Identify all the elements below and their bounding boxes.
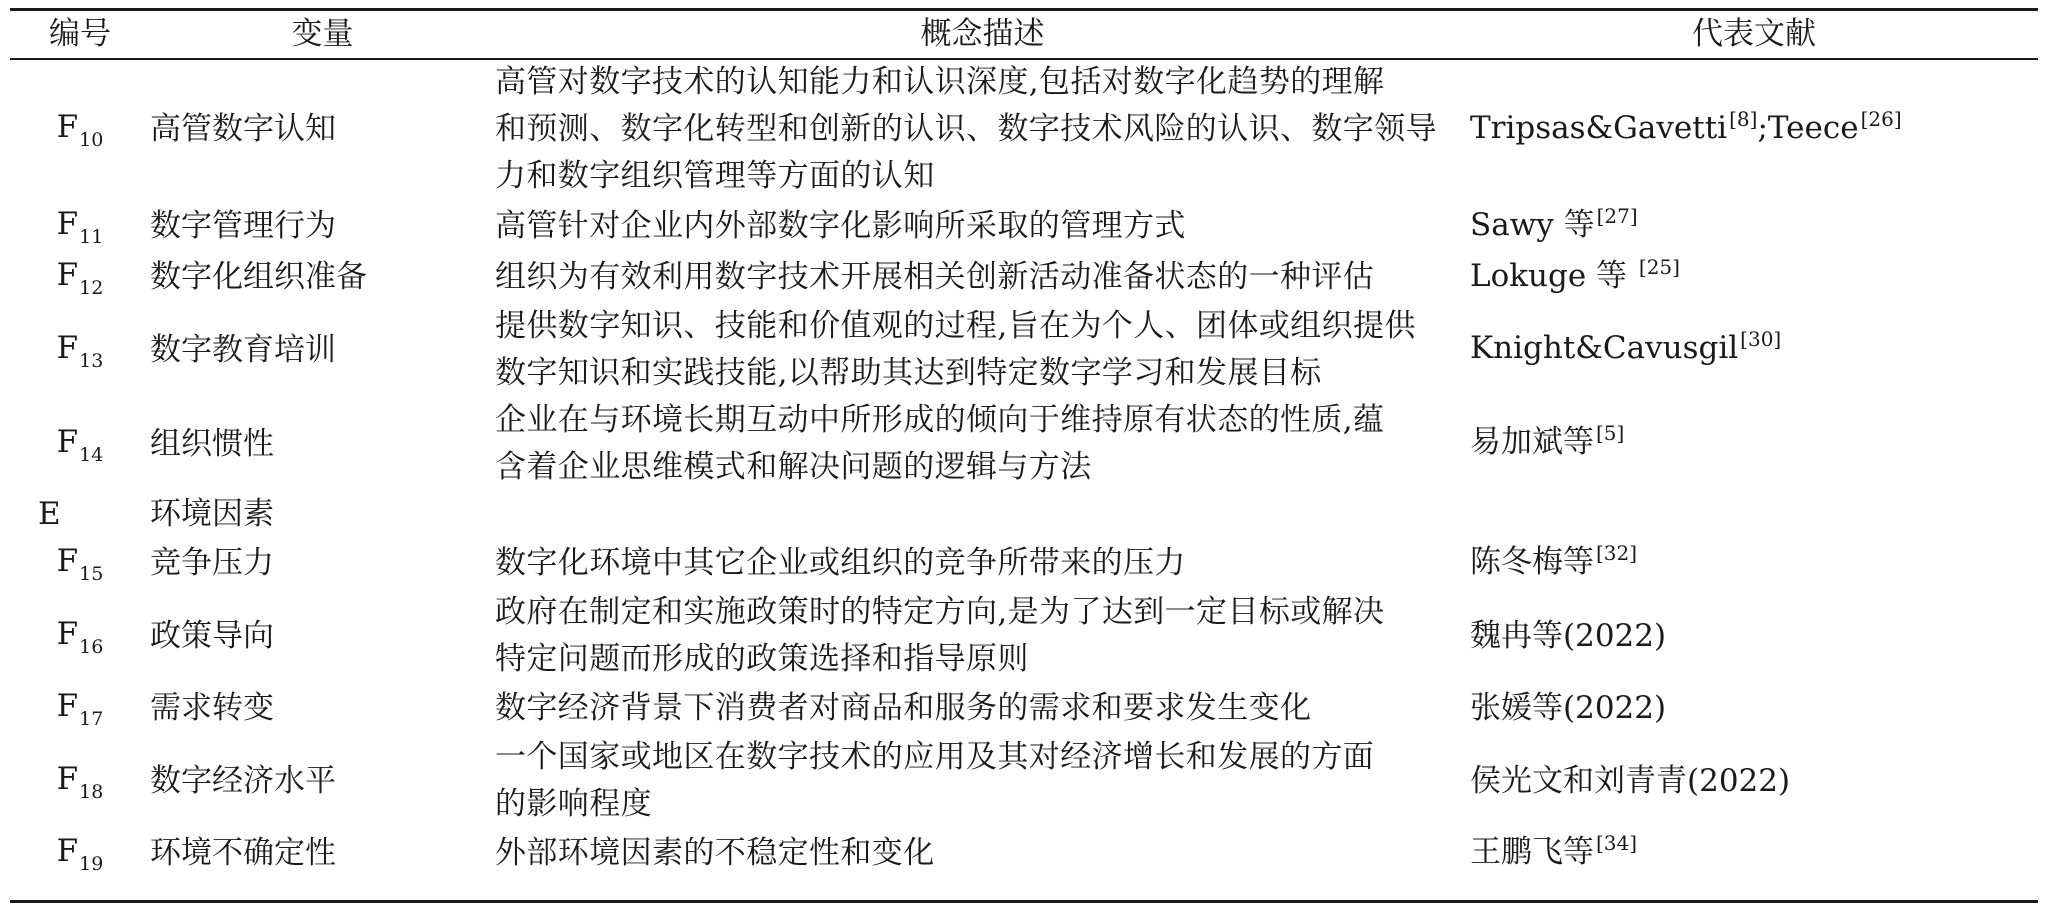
row-id-subscript: 18 [79,780,104,803]
row-variable: 数字经济水平 [150,762,336,799]
description-line: 组织为有效利用数字技术开展相关创新活动准备状态的一种评估 [495,259,1375,295]
description-line: 含着企业思维模式和解决问题的逻辑与方法 [495,449,1092,485]
row-id-subscript: 13 [79,349,104,372]
row-id-subscript: 19 [79,853,104,875]
row-id-subscript: 10 [79,129,104,151]
row-reference [1470,397,2038,491]
row-id [10,683,150,734]
row-description [495,734,1470,828]
citation-number: [26] [1860,106,1902,131]
description-line: 力和数字组织管理等方面的认知 [495,158,935,194]
description-line: 企业在与环境长期互动中所形成的倾向于维持原有状态的性质,蕴 [495,402,1385,438]
citation-number: [30] [1740,327,1782,351]
citation-number: [34] [1596,830,1638,855]
row-variable: 数字化组织准备 [150,259,367,295]
row-id-letter: F [56,833,79,869]
row-id [10,303,150,397]
row-description [495,683,1470,734]
row-reference [1470,589,2038,683]
row-id-letter: F [56,329,79,366]
row-id-subscript: 14 [79,443,104,466]
description-line: 数字知识和实践技能,以帮助其达到特定数字学习和发展目标 [495,355,1322,391]
row-id-letter: F [56,109,79,145]
citation-number: [25] [1638,254,1680,279]
reference-text: 侯光文和刘青青(2022) [1470,762,1791,799]
description-line: 政府在制定和实施政策时的特定方向,是为了达到一定目标或解决 [495,594,1385,630]
row-description [495,491,1470,538]
row-id-letter: F [56,760,79,797]
table-row [10,58,2038,201]
reference-text: Tripsas&Gavetti [1470,109,1728,146]
row-id-letter: F [56,206,79,242]
table-row [10,201,2038,252]
row-reference [1470,252,2038,303]
row-id-subscript: 16 [79,635,104,658]
table-row [10,683,2038,734]
table-row [10,828,2038,879]
table-row [10,589,2038,683]
table-row [10,538,2038,589]
table-row [10,303,2038,397]
row-id [10,491,150,538]
row-reference [1470,491,2038,538]
row-id-letter: F [56,688,79,724]
description-line: 和预测、数字化转型和创新的认识、数字技术风险的认识、数字领导 [495,111,1437,147]
header-variable: 变量 [291,16,354,52]
description-line: 数字经济背景下消费者对商品和服务的需求和要求发生变化 [495,690,1312,726]
row-id-letter: E [38,496,61,532]
row-id [10,252,150,303]
row-description [495,201,1470,252]
row-variable: 组织惯性 [150,425,274,462]
reference-text: 魏冉等(2022) [1470,617,1667,654]
category-row [10,491,2038,538]
row-id-letter: F [56,615,79,652]
row-reference [1470,828,2038,879]
row-variable: 需求转变 [150,690,274,726]
row-variable: 数字管理行为 [150,208,336,244]
description-line: 高管针对企业内外部数字化影响所采取的管理方式 [495,208,1186,244]
row-description [495,828,1470,879]
row-description [495,303,1470,397]
citation-number: [8] [1729,106,1758,131]
citation-number: [27] [1596,203,1638,228]
reference-text: 王鹏飞等 [1470,833,1594,870]
row-reference [1470,683,2038,734]
row-id [10,828,150,879]
row-id-letter: F [56,423,79,460]
table-body [10,58,2038,879]
reference-text: 陈冬梅等 [1470,543,1594,580]
citation-number: [32] [1596,540,1638,565]
row-description [495,397,1470,491]
row-reference [1470,734,2038,828]
concept-table [10,11,2038,879]
row-id-letter: F [56,257,79,293]
row-id-subscript: 15 [79,563,104,585]
description-line: 特定问题而形成的政策选择和指导原则 [495,641,1029,677]
row-reference [1470,303,2038,397]
header-id: 编号 [49,16,111,52]
header-description: 概念描述 [920,16,1045,52]
description-line: 一个国家或地区在数字技术的应用及其对经济增长和发展的方面 [495,739,1375,775]
reference-text: ;Teece [1757,109,1859,146]
row-id [10,589,150,683]
row-variable: 政策导向 [150,617,274,654]
row-variable: 数字教育培训 [150,331,336,368]
reference-text: Sawy 等 [1470,206,1595,243]
reference-text: 易加斌等 [1470,424,1594,460]
row-reference [1470,538,2038,589]
row-id [10,58,150,201]
row-variable: 环境因素 [150,496,274,532]
table-row [10,252,2038,303]
reference-text: Knight&Cavusgil [1470,330,1739,366]
row-description [495,538,1470,589]
description-line: 的影响程度 [495,786,652,822]
bottom-rule [10,900,2038,903]
row-description [495,58,1470,201]
citation-number: [5] [1596,421,1625,445]
row-id-subscript: 17 [79,708,104,730]
row-id-letter: F [56,543,79,579]
reference-text: 张媛等(2022) [1470,690,1667,726]
table-row [10,734,2038,828]
row-description [495,252,1470,303]
row-id [10,538,150,589]
header-row [10,11,2038,58]
row-reference [1470,58,2038,201]
row-id [10,201,150,252]
row-id [10,734,150,828]
row-variable: 竞争压力 [150,545,274,581]
description-line: 外部环境因素的不稳定性和变化 [495,835,935,871]
description-line: 提供数字知识、技能和价值观的过程,旨在为个人、团体或组织提供 [495,308,1416,344]
description-line: 数字化环境中其它企业或组织的竞争所带来的压力 [495,545,1186,581]
description-line: 高管对数字技术的认知能力和认识深度,包括对数字化趋势的理解 [495,64,1385,100]
header-reference: 代表文献 [1692,16,1816,52]
row-reference [1470,201,2038,252]
row-variable: 环境不确定性 [150,835,336,871]
row-description [495,589,1470,683]
row-id-subscript: 12 [79,277,104,299]
table-row [10,397,2038,491]
row-variable: 高管数字认知 [150,111,336,147]
reference-text: Lokuge 等 [1470,257,1637,294]
row-id [10,397,150,491]
row-id-subscript: 11 [79,226,104,248]
